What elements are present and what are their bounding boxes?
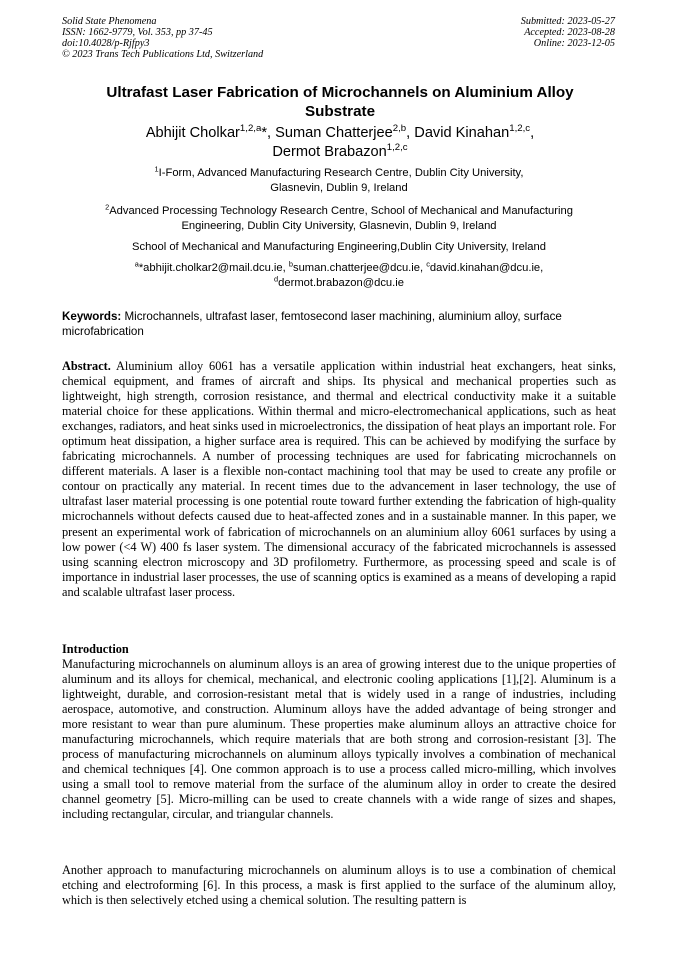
abstract-text: Aluminium alloy 6061 has a versatile application within industrial heat exchangers, heat sinks, chemical equipment, and frames of aircraft and ships. Its physical and mechanical properties such as lightweight, high strength, corrosion resistance, and thermal and electrical conductivity make it a suitable material choice for these applications. Within thermal and micro-electromechanical applications, such as heat exchanges, radiators, and heat sinks used in microelectronics, the dissipation of heat plays an important role. For optimum heat dissipation, a higher surface area is required. This can be achieved by modifying the surface by fabricating microchannels. A number of processing techniques are used for fabricating microchannels on different materials. A laser is a flexible non-contact machining tool that may be used to create any profile or contour on practically any material. In recent times due to the advancement in laser technology, the use of ultrafast laser material processing is one potential route toward further extending the fabrication of high-quality microchannels without defects caused due to heat-affected zones and in a sustainable manner. In this paper, we present an experimental work of fabrication of microchannels on an aluminium alloy 6061 surfaces by using a low power (<4 W) 400 fs laser system. The dimensional accuracy of the fabricated microchannels is assessed using scanning electron microscopy and 3D profilometry. Furthermore, as processing speed and scale is of importance in industrial laser processes, the use of scanning optics is examined as a means of developing a rapid and scalable ultrafast laser process. [62, 359, 616, 599]
affiliation-text: I-Form, Advanced Manufacturing Research Centre, Dublin City University, [158, 167, 524, 179]
affiliation-text: Engineering, Dublin City University, Glasnevin, Dublin 9, Ireland [181, 219, 497, 232]
email-mark: d [274, 273, 279, 283]
journal-info [62, 16, 263, 60]
affiliation-mark: 2 [105, 202, 110, 212]
author-name: Dermot Brabazon [272, 144, 387, 160]
copyright: © 2023 Trans Tech Publications Ltd, Switzerland [62, 49, 264, 60]
author-name: David Kinahan [414, 125, 510, 141]
title-line-1: Ultrafast Laser Fabrication of Microchannels on Aluminium Alloy [106, 84, 574, 101]
keywords-text: Microchannels, ultrafast laser, femtosecond laser machining, aluminium alloy, surface microfabrication [62, 310, 562, 338]
email-mark: c [426, 259, 430, 269]
online-date: Online: 2023-12-05 [533, 38, 615, 49]
paragraph: Manufacturing microchannels on aluminum alloys is an area of growing interest due to the unique properties of aluminum and its alloys for chemical, mechanical, and electronic cooling applications [1],[2]. Aluminum is a lightweight, durable, and corrosion-resistant metal that is widely used in a range of industries, including aerospace, automotive, and construction. Aluminum alloys have the added advantage of being stronger and more resistant to wear than pure aluminum. These properties make aluminum alloys an attractive choice for manufacturing microchannels, which require materials that are both strong and corrosion-resistant [3]. The process of manufacturing microchannels on aluminum alloys typically involves a combination of mechanical and chemical techniques [4]. One common approach is to use a process called micro-milling, which involves using a small tool to remove material from the surface of the aluminum alloy in order to create the desired channel geometry [5]. Micro-milling can be used to create channels with a wide range of sizes and shapes, including rectangular, circular, and triangular channels. [62, 657, 616, 822]
paragraph: Another approach to manufacturing microchannels on aluminum alloys is to use a combination of chemical etching and electroforming [6]. In this process, a mask is first applied to the surface of the aluminum alloy, which is then selectively etched using a chemical solution. The resulting pattern is [62, 863, 616, 908]
keywords [62, 310, 616, 339]
submitted-date: Submitted: 2023-05-27 [520, 16, 615, 27]
journal-name: Solid State Phenomena [62, 16, 157, 27]
issn: ISSN: 1662-9779, Vol. 353, pp 37-45 [62, 27, 213, 38]
email-link[interactable]: dermot.brabazon@dcu.ie [278, 276, 404, 289]
doi: doi:10.4028/p-Rjfpy3 [62, 38, 150, 49]
email-mark: b [288, 259, 293, 269]
abstract-label: Abstract. [62, 359, 111, 373]
affiliation-3 [62, 240, 616, 255]
paper-title [70, 83, 610, 121]
keywords-label: Keywords: [62, 310, 122, 323]
email-link[interactable]: david.kinahan@dcu.ie, [429, 262, 544, 274]
email-link[interactable]: suman.chatterjee@dcu.ie, [292, 262, 427, 274]
email-link[interactable]: *abhijit.cholkar2@mail.dcu.ie, [138, 262, 289, 274]
author-name: Suman Chatterjee [275, 125, 393, 141]
affiliation-mark: 1 [154, 164, 159, 174]
author-separator: , [406, 125, 415, 141]
author-affiliation-mark: 2,b [392, 123, 407, 135]
author-affiliation-mark: 1,2,a [239, 123, 262, 135]
abstract [62, 359, 616, 600]
affiliation-text: School of Mechanical and Manufacturing Engineering,Dublin City University, Ireland [132, 241, 546, 253]
author-name: Abhijit Cholkar [145, 125, 240, 141]
affiliation-1 [62, 166, 616, 195]
publication-dates [521, 16, 615, 49]
email-mark: a [134, 259, 139, 269]
corresponding-mark: *, [261, 125, 276, 141]
accepted-date: Accepted: 2023-08-28 [524, 27, 615, 38]
author-affiliation-mark: 1,2,c [509, 123, 531, 135]
affiliation-text: Glasnevin, Dublin 9, Ireland [270, 181, 408, 194]
author-affiliation-mark: 1,2,c [386, 142, 408, 154]
affiliation-text: Advanced Processing Technology Research Centre, School of Mechanical and Manufacturing [109, 205, 573, 217]
affiliation-2 [62, 204, 616, 233]
title-line-2: Substrate [304, 103, 376, 120]
author-separator: , [530, 125, 535, 141]
author-list [70, 124, 610, 162]
author-emails [62, 261, 616, 290]
section-heading: Introduction [62, 642, 129, 656]
